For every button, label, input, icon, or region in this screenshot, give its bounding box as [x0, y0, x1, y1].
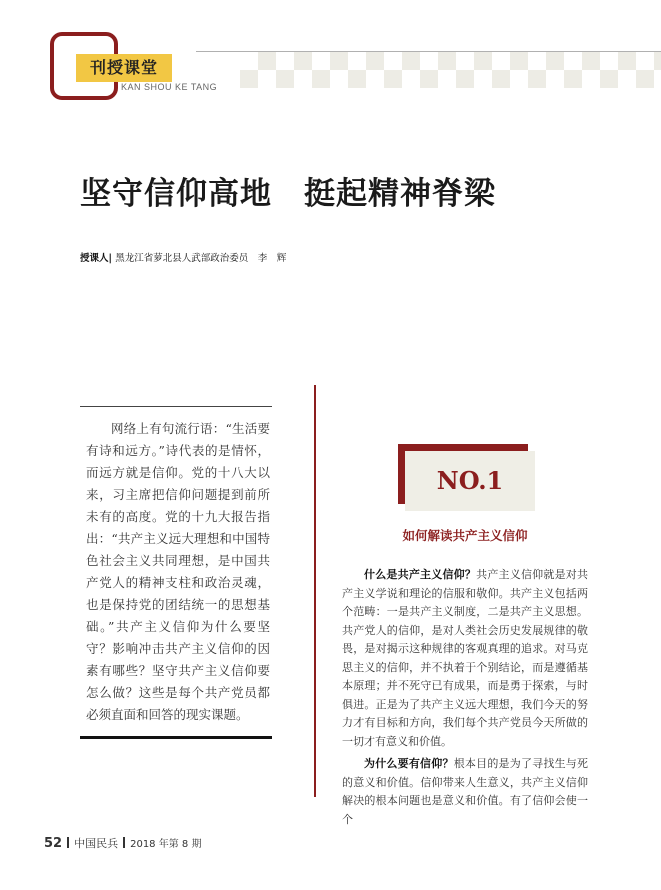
- section-number: NO.1: [405, 451, 535, 511]
- footer-separator: [123, 837, 125, 848]
- magazine-name: 中国民兵: [74, 837, 119, 850]
- column-name: 刊授课堂: [76, 54, 172, 82]
- intro-bottom-rule: [80, 736, 272, 739]
- paragraph: [342, 755, 588, 829]
- byline-label: 授课人: [80, 253, 109, 264]
- issue-number: 2018 年第 8 期: [130, 839, 202, 850]
- byline-separator: |: [108, 253, 116, 264]
- byline-author: 黑龙江省萝北县人武部政治委员 李 辉: [115, 253, 287, 264]
- intro-top-rule: [80, 406, 272, 407]
- article-title: 坚守信仰高地 挺起精神脊梁: [80, 176, 496, 212]
- paragraph-lead: 什么是共产主义信仰？: [364, 568, 477, 581]
- intro-text: 网络上有句流行语：“生活要有诗和远方。”诗代表的是情怀，而远方就是信仰。党的十八大以来，习主席把信仰问题提到前所未有的高度。党的十九大报告指出：“共产主义远大理想和中国特色社会主义共同理想，是中国共产党人的精神支柱和政治灵魂，也是保持党的团结统一的思想基础。”共产主义信仰为什么要坚守？影响冲击共产主义信仰的因素有哪些？坚守共产主义信仰要怎么做？这些是每个共产党员都必须直面和回答的现实课题。: [86, 421, 270, 722]
- header-pattern: [240, 52, 661, 88]
- column-divider: [314, 385, 316, 797]
- section-body: [342, 566, 588, 833]
- paragraph: [342, 566, 588, 751]
- page-number: 52: [44, 836, 63, 851]
- byline: [80, 250, 286, 264]
- header-rule: [196, 51, 661, 52]
- section-title: 如何解读共产主义信仰: [402, 528, 528, 543]
- footer-separator: [67, 837, 69, 848]
- paragraph-lead: 为什么要有信仰？: [364, 757, 454, 770]
- page-footer: [44, 835, 201, 851]
- paragraph-text: 根本目的是为了寻找生与死的意义和价值。信仰带来人生意义，共产主义信仰解决的根本问题也是意义和价值。有了信仰会使一个: [342, 757, 589, 826]
- column-pinyin: KAN SHOU KE TANG: [121, 82, 218, 92]
- paragraph-text: 共产主义信仰就是对共产主义学说和理论的信服和敬仰。共产主义包括两个范畴：一是共产主义制度，二是共产主义思想。共产党人的信仰，是对人类社会历史发展规律的敬畏，是对揭示这种规律的客观真理的追求。对马克思主义的信仰，并不执着于个别结论，而是遵循基本原理；并不死守已有成果，而是勇于探索，与时俱进。正是为了共产主义远大理想，我们今天的努力才有目标和方向，我们每个共产党员今天所做的一切才有意义和价值。: [342, 568, 589, 748]
